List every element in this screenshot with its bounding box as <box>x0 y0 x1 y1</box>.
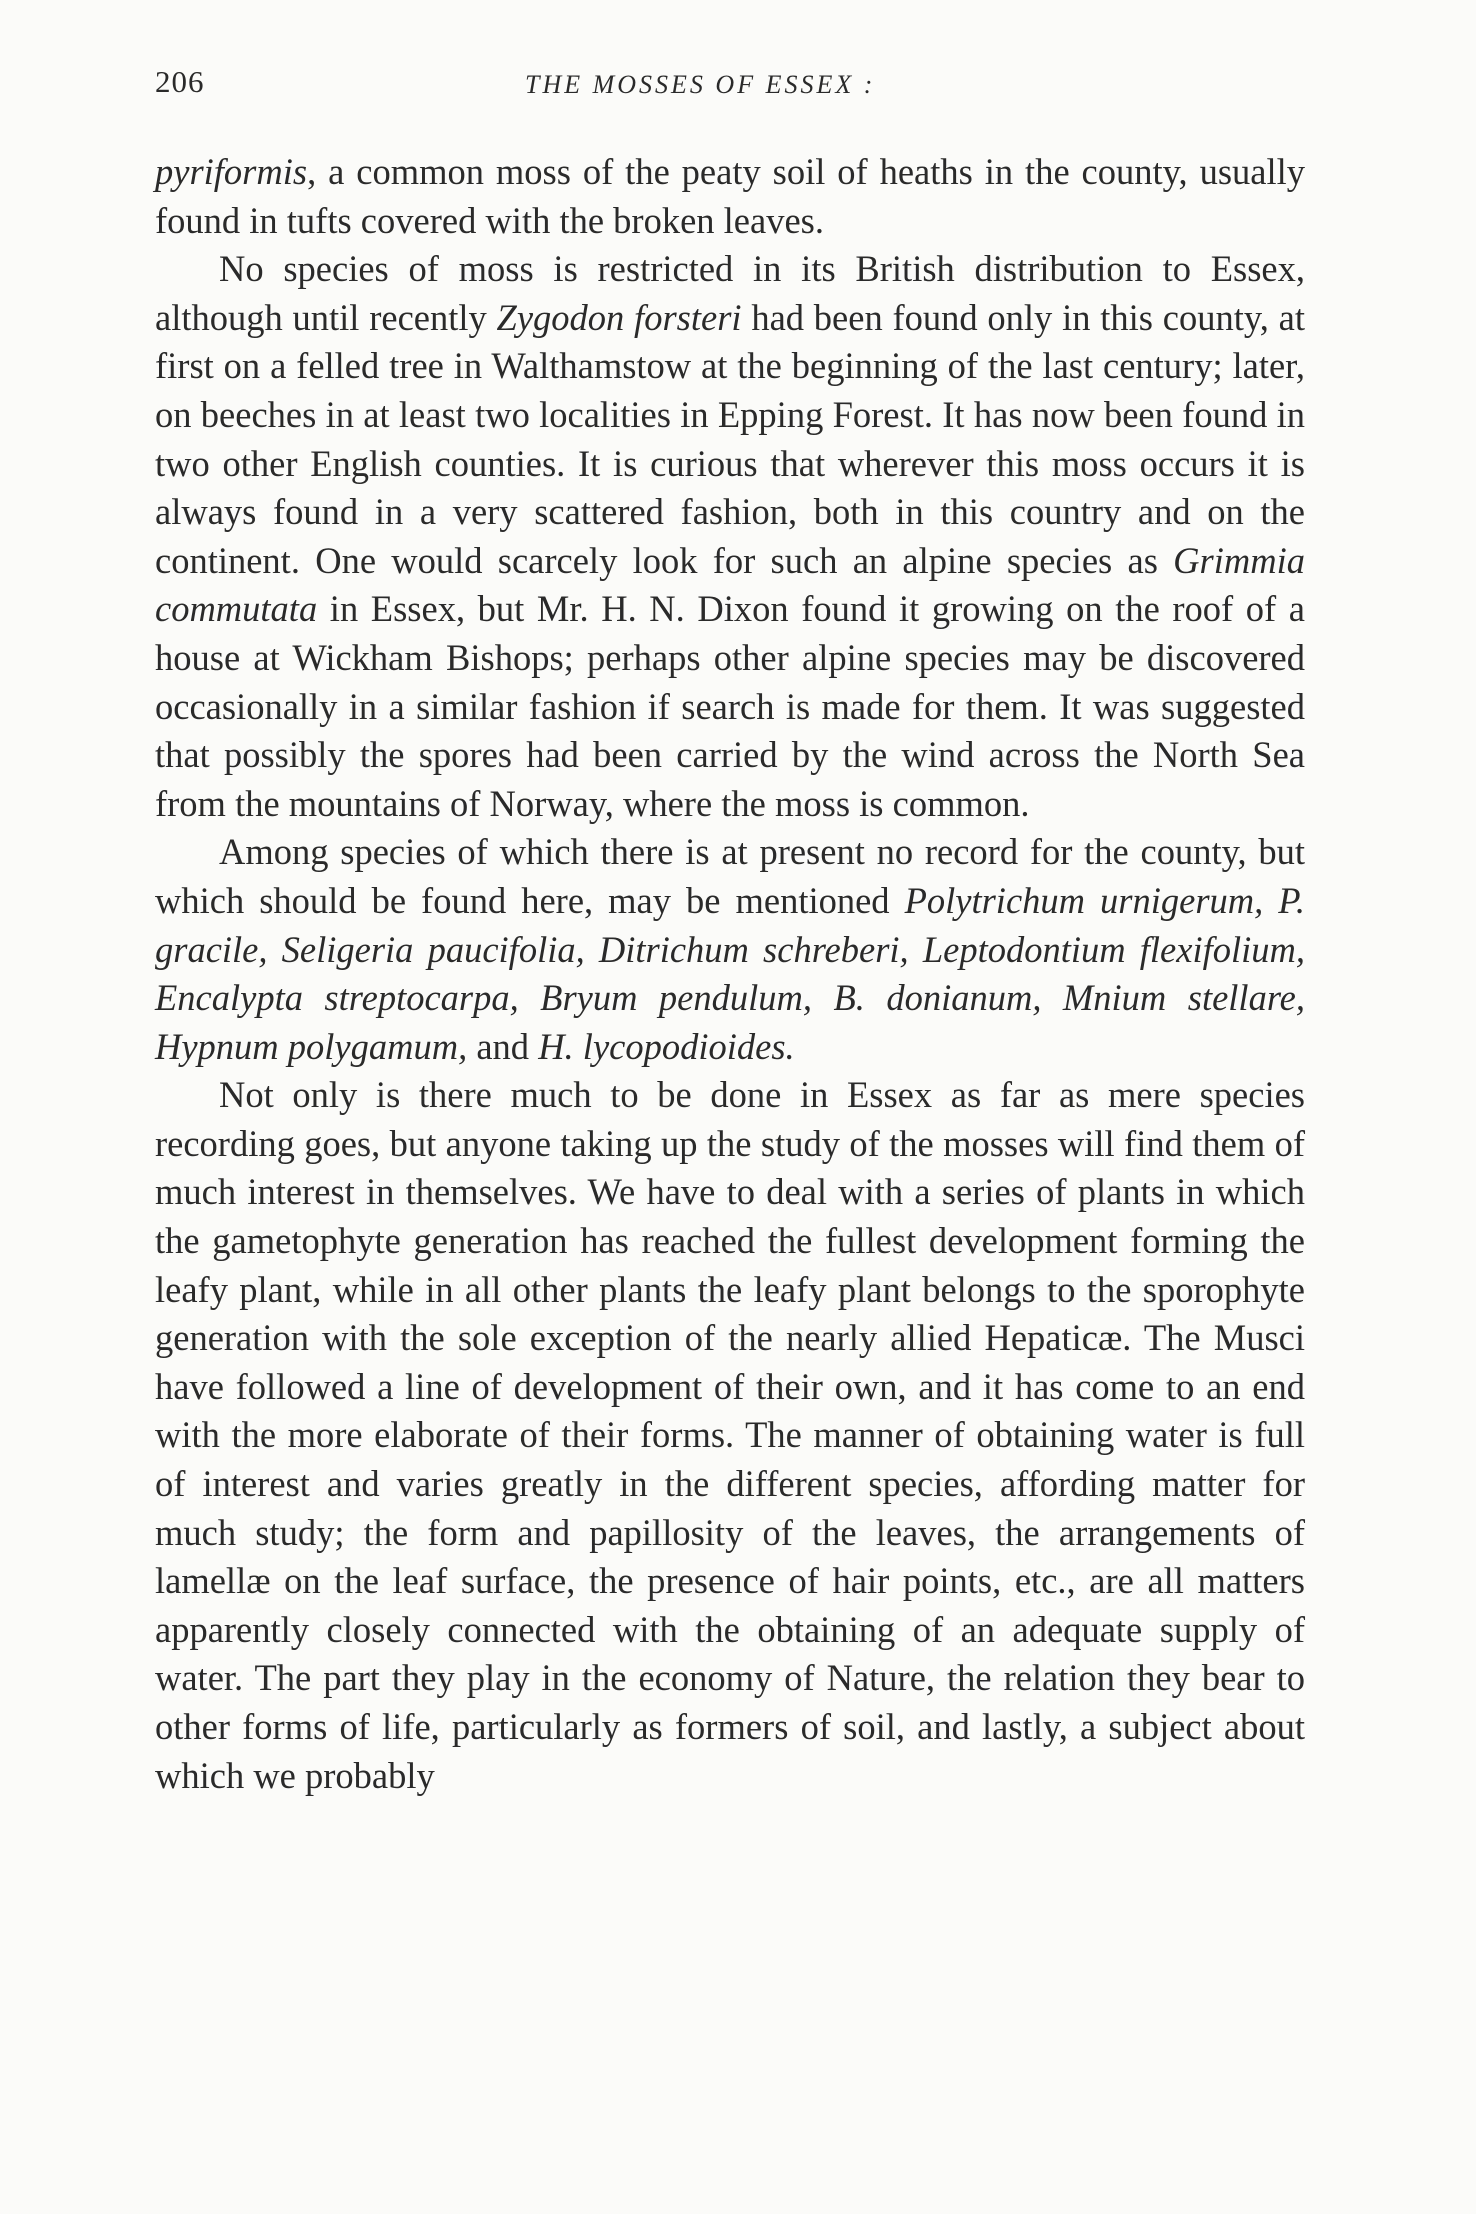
page-number: 206 <box>155 64 205 99</box>
paragraph-species-list <box>155 828 1305 1071</box>
text-run: Among species of which there is at present no record for the county, but which should be found here, may be mentioned <box>155 831 1305 921</box>
running-header <box>155 62 1305 112</box>
running-title: THE MOSSES OF ESSEX : <box>525 70 876 99</box>
text-run: Polytrichum urnigerum, P. gracile, Seligeria paucifolia, Ditrichum schreberi, Leptodontium flexifolium, Encalypta streptocarpa, Bryum pendulum, B. donianum, Mnium stellare, Hypnum polygamum, <box>155 879 1305 1067</box>
text-run: No species of moss is restricted in its British distribution to Essex, although until recently <box>155 248 1305 338</box>
text-run: Grimmia commutata <box>155 539 1305 630</box>
text-run: , a common moss of the peaty soil of heaths in the county, usually found in tufts covered with the broken leaves. <box>155 151 1305 241</box>
text-run: H. lycopodioides. <box>538 1025 795 1067</box>
text-run: in Essex, but Mr. H. N. Dixon found it growing on the roof of a house at Wickham Bishops; perhaps other alpine species may be discovered occasionally in a similar fashion if search is made for them. It was suggested that possibly the spores had been carried by the wind across the North Sea from the mountains of Norway, where the moss is common. <box>155 588 1305 824</box>
text-run: had been found only in this county, at first on a felled tree in Walthamstow at the beginning of the last century; later, on beeches in at least two localities in Epping Forest. It has now been found in two other English counties. It is curious that wherever this moss occurs it is always found in a very scattered fashion, both in this country and on the continent. One would scarcely look for such an alpine species as <box>155 296 1305 581</box>
text-run: and <box>467 1025 539 1067</box>
paragraph-study <box>155 1071 1305 1800</box>
paragraph-continuation <box>155 148 1305 245</box>
paragraph-zygodon <box>155 245 1305 828</box>
text-run: Zygodon forsteri <box>496 296 742 338</box>
body-text <box>155 148 1305 1800</box>
text-run: Not only is there much to be done in Essex as far as mere species recording goes, but anyone taking up the study of the mosses will find them of much interest in themselves. We have to deal with a series of plants in which the gametophyte generation has reached the fullest development forming the leafy plant, while in all other plants the leafy plant belongs to the sporophyte generation with the sole exception of the nearly allied Hepaticæ. The Musci have followed a line of development of their own, and it has come to an end with the more elaborate of their forms. The manner of obtaining water is full of interest and varies greatly in the different species, affording matter for much study; the form and papillosity of the leaves, the arrangements of lamellæ on the leaf surface, the presence of hair points, etc., are all matters apparently closely connected with the obtaining of an adequate supply of water. The part they play in the economy of Nature, the relation they bear to other forms of life, particularly as formers of soil, and lastly, a subject about which we probably <box>155 1074 1305 1796</box>
text-run: pyriformis <box>155 151 308 192</box>
